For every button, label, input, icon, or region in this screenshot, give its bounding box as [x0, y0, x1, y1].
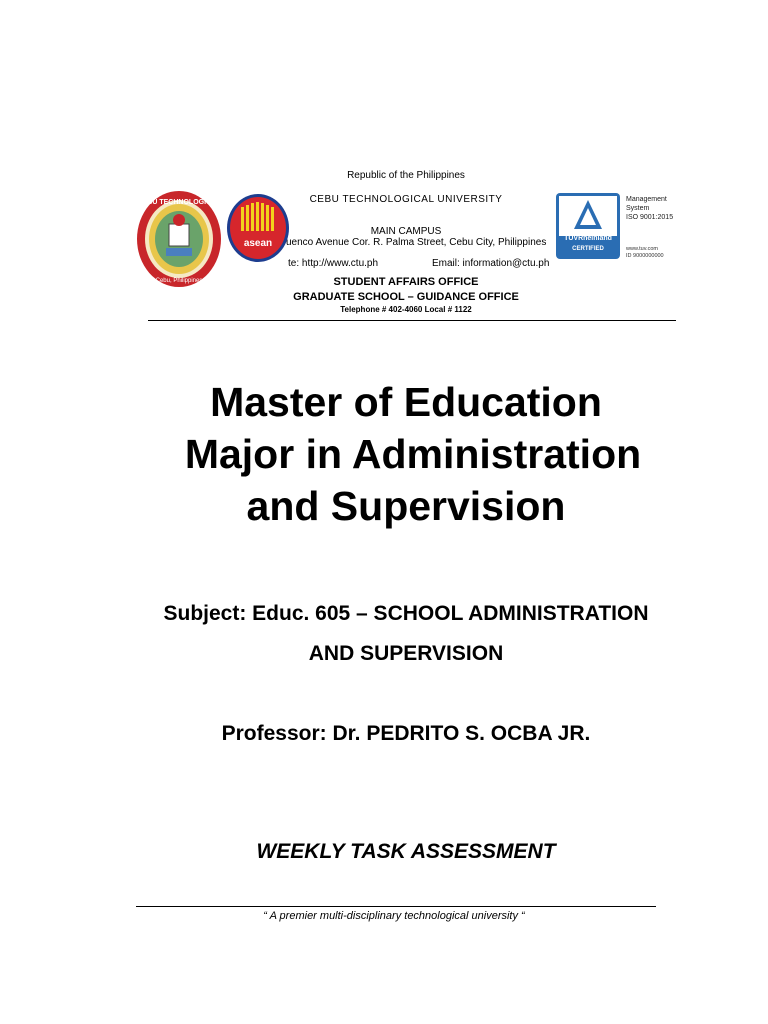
weekly-task-heading: WEEKLY TASK ASSESSMENT	[256, 840, 556, 863]
subject-line-2: AND SUPERVISION	[308, 642, 504, 665]
campus-address: uenco Avenue Cor. R. Palma Street, Cebu City, Philippines	[286, 237, 547, 248]
iso-label-2: System	[626, 205, 650, 212]
svg-text:Cebu, Philippines: Cebu, Philippines	[155, 278, 203, 284]
tuv-certification-logo	[556, 193, 620, 259]
iso-footer	[626, 246, 664, 260]
ctu-seal-logo	[136, 190, 222, 288]
office-guidance: GRADUATE SCHOOL – GUIDANCE OFFICE	[293, 291, 519, 303]
header-divider	[148, 320, 676, 321]
university-name: CEBU TECHNOLOGICAL UNIVERSITY	[309, 194, 503, 205]
tuv-certified: CERTIFIED	[572, 246, 604, 252]
iso-label-1: Management	[626, 196, 667, 203]
website-text: te: http://www.ctu.ph	[288, 258, 379, 269]
iso-id: ID 9000000000	[626, 253, 664, 259]
asean-logo	[226, 193, 290, 263]
republic-text: Republic of the Philippines	[347, 170, 465, 181]
office-student-affairs: STUDENT AFFAIRS OFFICE	[333, 276, 479, 288]
footer-divider	[136, 906, 656, 907]
telephone-text: Telephone # 402-4060 Local # 1122	[340, 305, 472, 314]
title-line-3: and Supervision	[246, 483, 566, 529]
tuv-name: TÜVRheinland	[564, 235, 612, 242]
svg-text:CEBU TECHNOLOGICAL: CEBU TECHNOLOGICAL	[137, 199, 221, 206]
campus-name: MAIN CAMPUS	[370, 226, 442, 237]
professor-line: Professor: Dr. PEDRITO S. OCBA JR.	[221, 722, 591, 745]
title-line-2: Major in Administration	[184, 431, 642, 477]
title-line-1: Master of Education	[210, 379, 602, 425]
university-motto: “ A premier multi-disciplinary technological university “	[263, 910, 525, 922]
iso-label	[626, 195, 673, 222]
iso-label-3: ISO 9001:2015	[626, 214, 674, 221]
svg-text:asean: asean	[243, 238, 273, 249]
iso-web: www.tuv.com	[626, 246, 658, 252]
email-text: Email: information@ctu.ph	[432, 258, 550, 269]
subject-line-1: Subject: Educ. 605 – SCHOOL ADMINISTRATION	[163, 602, 649, 625]
